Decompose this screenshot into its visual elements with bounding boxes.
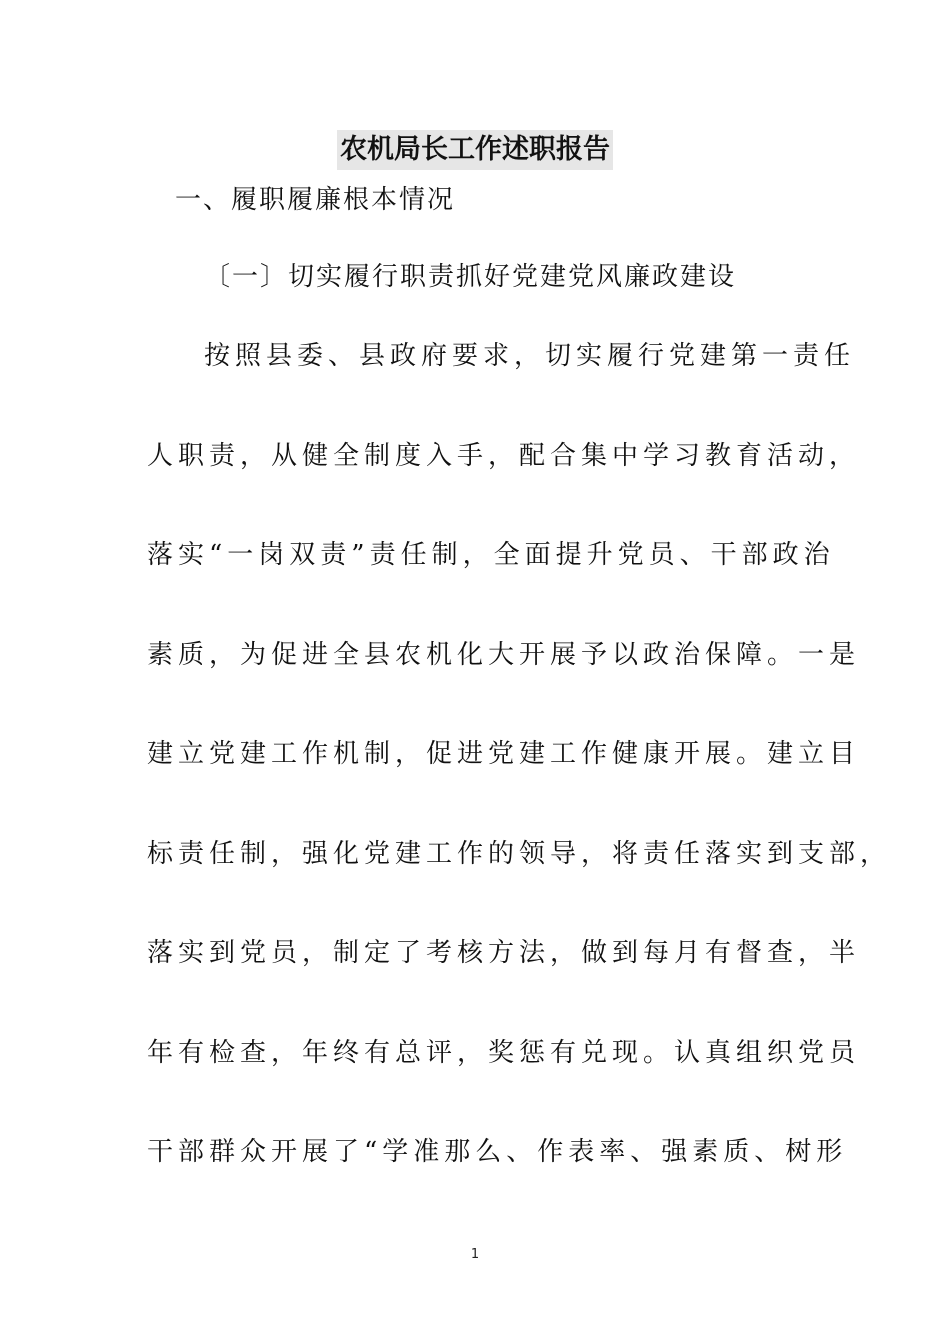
body-line: 标责任制，强化党建工作的领导，将责任落实到支部， xyxy=(147,838,892,869)
document-title: 农机局长工作述职报告 xyxy=(337,130,613,170)
subsection-heading: 〔一〕切实履行职责抓好党建党风廉政建设 xyxy=(204,262,737,292)
section-heading: 一、履职履廉根本情况 xyxy=(175,185,456,215)
body-line: 人职责，从健全制度入手，配合集中学习教育活动， xyxy=(147,440,861,471)
document-title-container xyxy=(0,130,950,170)
body-line: 落实“一岗双责”责任制，全面提升党员、干部政治 xyxy=(147,540,835,570)
body-line: 年有检查，年终有总评，奖惩有兑现。认真组织党员 xyxy=(147,1037,861,1068)
body-line: 干部群众开展了“学准那么、作表率、强素质、树形 xyxy=(147,1137,848,1167)
body-paragraph xyxy=(147,336,892,1232)
body-line: 建立党建工作机制，促进党建工作健康开展。建立目 xyxy=(147,739,861,769)
body-line: 落实到党员，制定了考核方法，做到每月有督查，半 xyxy=(147,938,861,968)
body-line: 素质，为促进全县农机化大开展予以政治保障。一是 xyxy=(147,639,861,670)
body-line: 按照县委、县政府要求，切实履行党建第一责任 xyxy=(204,341,856,371)
page-number: 1 xyxy=(470,1247,480,1262)
